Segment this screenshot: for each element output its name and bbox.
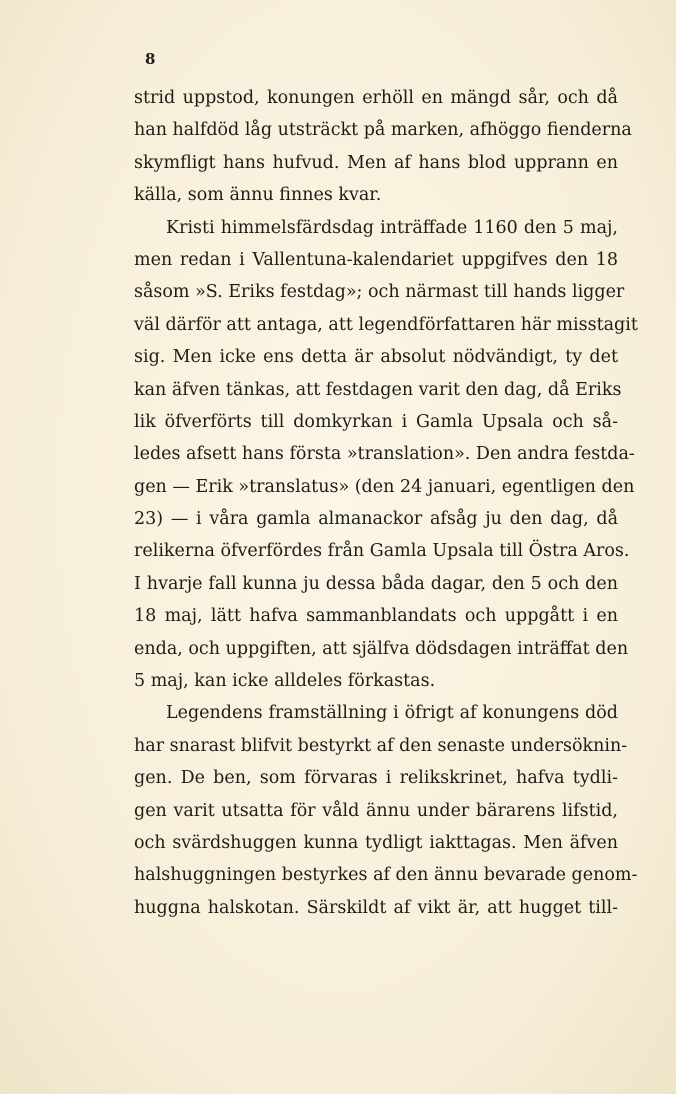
text-line: skymfligt hans hufvud. Men af hans blod upprann en bbox=[134, 152, 618, 173]
text-line: I hvarje fall kunna ju dessa båda dagar, den 5 och den bbox=[134, 573, 618, 594]
text-line: men redan i Vallentuna-kalendariet uppgifves den 18 bbox=[134, 249, 618, 270]
text-line: gen varit utsatta för våld ännu under bärarens lifstid, bbox=[134, 800, 618, 821]
text-line: enda, och uppgiften, att själfva dödsdagen inträffat den bbox=[134, 638, 629, 659]
text-line: strid uppstod, konungen erhöll en mängd sår, och då bbox=[134, 88, 618, 108]
text-line: kan äfven tänkas, att festdagen varit den dag, då Eriks bbox=[134, 379, 622, 400]
text-line: Kristi himmelsfärdsdag inträffade 1160 den 5 maj, bbox=[166, 217, 618, 238]
text-line: 5 maj, kan icke alldeles förkastas. bbox=[134, 671, 436, 692]
text-line: väl därför att antaga, att legendförfattaren här misstagit bbox=[134, 314, 638, 335]
text-line: 23) — i våra gamla almanackor afsåg ju den dag, då bbox=[134, 509, 618, 530]
text-line: och svärdshuggen kunna tydligt iakttagas. Men äfven bbox=[134, 832, 618, 853]
body-text bbox=[134, 82, 638, 924]
text-line: har snarast blifvit bestyrkt af den senaste undersöknin- bbox=[134, 735, 628, 756]
text-line: lik öfverförts till domkyrkan i Gamla Upsala och så- bbox=[134, 411, 618, 432]
text-line: såsom »S. Eriks festdag»; och närmast till hands ligger bbox=[134, 282, 625, 303]
text-line: gen — Erik »translatus» (den 24 januari, egentligen den bbox=[134, 476, 635, 497]
text-line: Legendens framställning i öfrigt af konungens död bbox=[166, 703, 618, 724]
text-line: källa, som ännu finnes kvar. bbox=[134, 185, 382, 206]
text-line: 18 maj, lätt hafva sammanblandats och uppgått i en bbox=[134, 606, 618, 627]
text-line: gen. De ben, som förvaras i relikskrinet, hafva tydli- bbox=[134, 768, 618, 789]
text-line: ledes afsett hans första »translation». Den andra festda- bbox=[134, 444, 635, 465]
page-number: 8 bbox=[145, 50, 156, 68]
text-line: sig. Men icke ens detta är absolut nödvändigt, ty det bbox=[134, 347, 618, 368]
text-line: han halfdöd låg utsträckt på marken, afhöggo fienderna bbox=[134, 120, 632, 141]
text-line: halshuggningen bestyrkes af den ännu bevarade genom- bbox=[134, 865, 638, 886]
text-line: relikerna öfverfördes från Gamla Upsala till Östra Aros. bbox=[134, 541, 630, 562]
text-line: huggna halskotan. Särskildt af vikt är, att hugget till- bbox=[134, 897, 618, 918]
